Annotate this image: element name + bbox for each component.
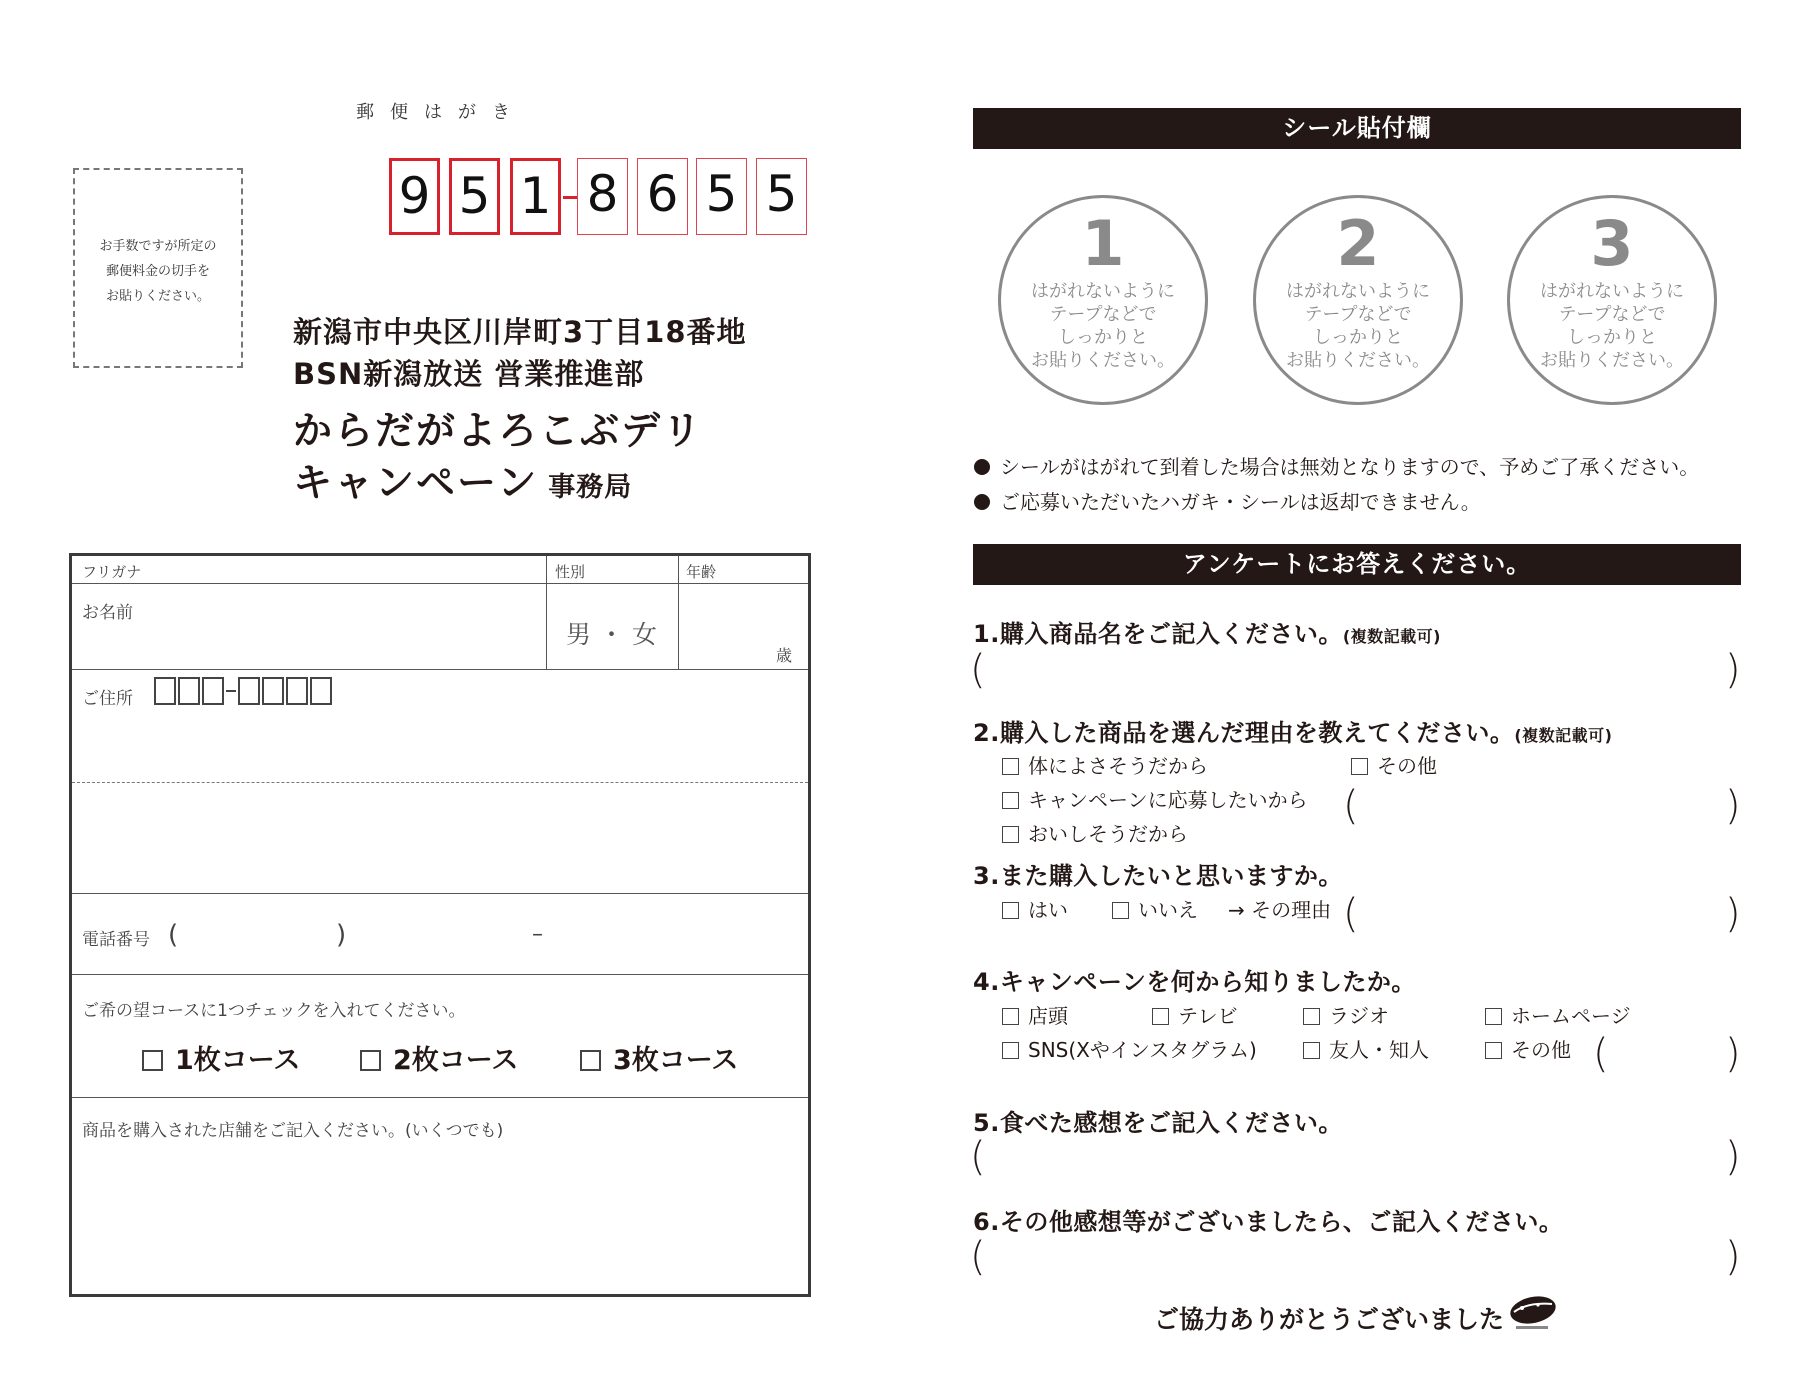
question-6: 6.その他感想等がございましたら、ご記入ください。 <box>973 1208 1564 1236</box>
q6-close-paren: ) <box>1725 1234 1741 1280</box>
q4-option-other[interactable]: その他 <box>1485 1034 1571 1063</box>
zip-dash <box>563 196 577 199</box>
gender-options[interactable]: 男・女 <box>566 620 666 649</box>
q4-option-store[interactable]: 店頭 <box>1002 1000 1068 1029</box>
checkbox[interactable] <box>1002 1008 1019 1025</box>
course-option-2[interactable]: 2枚コース <box>360 1038 518 1077</box>
bullet-icon <box>974 459 990 475</box>
name-label: お名前 <box>82 603 133 623</box>
seal-header: シール貼付欄 <box>973 108 1741 149</box>
store-prompt: 商品を購入された店舗をご記入ください。(いくつでも) <box>82 1121 504 1141</box>
divider <box>72 583 808 584</box>
q4-close-paren: ) <box>1725 1031 1741 1077</box>
checkbox[interactable] <box>1002 792 1019 809</box>
checkbox[interactable] <box>1152 1008 1169 1025</box>
checkbox[interactable] <box>1002 826 1019 843</box>
checkbox[interactable] <box>1485 1042 1502 1059</box>
divider <box>72 1097 808 1098</box>
divider <box>72 669 808 670</box>
postcard-label: 郵便はがき <box>356 102 526 123</box>
zip-digit: 9 <box>389 158 440 235</box>
q2-option-tasty[interactable]: おいしそうだから <box>1002 818 1188 847</box>
question-4: 4.キャンペーンを何から知りましたか。 <box>973 968 1416 996</box>
phone-dash: – <box>532 922 543 947</box>
seal-note-1: シールがはがれて到着した場合は無効となりますので、予めご了承ください。 <box>974 451 1699 480</box>
divider <box>546 556 547 669</box>
q2-option-body[interactable]: 体によさそうだから <box>1002 750 1208 779</box>
question-2: 2.購入した商品を選んだ理由を教えてください。(複数記載可) <box>973 719 1613 747</box>
seal-slot-2: 2 はがれないように テープなどで しっかりと お貼りください。 <box>1253 195 1463 405</box>
checkbox[interactable] <box>360 1050 381 1071</box>
checkbox[interactable] <box>1303 1042 1320 1059</box>
q3-open-paren: ( <box>1343 891 1359 937</box>
q2-option-campaign[interactable]: キャンペーンに応募したいから <box>1002 784 1308 813</box>
q2-open-paren: ( <box>1343 783 1359 829</box>
zip-digit: 8 <box>577 158 628 235</box>
checkbox[interactable] <box>1002 758 1019 775</box>
q1-open-paren: ( <box>970 647 986 693</box>
address-line-4: キャンペーン 事務局 <box>293 461 633 506</box>
age-unit: 歳 <box>776 646 793 665</box>
thanks-message: ご協力ありがとうございました <box>1154 1305 1505 1334</box>
q3-close-paren: ) <box>1725 891 1741 937</box>
stamp-note: お手数ですが所定の 郵便料金の切手を お貼りください。 <box>99 239 217 304</box>
question-3: 3.また購入したいと思いますか。 <box>973 862 1343 890</box>
furigana-label: フリガナ <box>82 563 142 581</box>
entry-form <box>69 553 811 1297</box>
address-label: ご住所 <box>82 689 133 709</box>
q4-option-tv[interactable]: テレビ <box>1152 1000 1238 1029</box>
address-line-2: BSN新潟放送 営業推進部 <box>293 357 645 391</box>
q4-open-paren: ( <box>1593 1031 1609 1077</box>
seal-note-2: ご応募いただいたハガキ・シールは返却できません。 <box>974 486 1481 515</box>
q3-option-yes[interactable]: はい <box>1002 894 1068 923</box>
q4-option-sns[interactable]: SNS(Xやインスタグラム) <box>1002 1034 1257 1063</box>
address-line-3: からだがよろこぶデリ <box>293 409 704 454</box>
question-1: 1.購入商品名をご記入ください。(複数記載可) <box>973 620 1441 648</box>
checkbox[interactable] <box>1351 758 1368 775</box>
question-5: 5.食べた感想をご記入ください。 <box>973 1109 1343 1137</box>
q2-close-paren: ) <box>1725 783 1741 829</box>
checkbox[interactable] <box>1002 902 1019 919</box>
q4-option-radio[interactable]: ラジオ <box>1303 1000 1389 1029</box>
divider <box>72 893 808 894</box>
checkbox[interactable] <box>1485 1008 1502 1025</box>
brand-logo-icon <box>1508 1290 1558 1332</box>
phone-open-paren: ( <box>168 920 179 950</box>
checkbox[interactable] <box>1303 1008 1320 1025</box>
divider <box>72 782 808 783</box>
q5-close-paren: ) <box>1725 1134 1741 1180</box>
zip-digit: 5 <box>696 158 747 235</box>
seal-slot-3: 3 はがれないように テープなどで しっかりと お貼りください。 <box>1507 195 1717 405</box>
q4-option-friend[interactable]: 友人・知人 <box>1303 1034 1429 1063</box>
q3-reason-label: → その理由 <box>1228 898 1332 922</box>
zip-digit: 1 <box>510 158 561 235</box>
checkbox[interactable] <box>142 1050 163 1071</box>
age-label: 年齢 <box>686 563 717 581</box>
course-prompt: ご希の望コースに1つチェックを入れてください。 <box>82 1001 466 1021</box>
q5-open-paren: ( <box>970 1134 986 1180</box>
phone-close-paren: ) <box>336 920 347 950</box>
q4-option-homepage[interactable]: ホームページ <box>1485 1000 1631 1029</box>
bullet-icon <box>974 494 990 510</box>
survey-header: アンケートにお答えください。 <box>973 544 1741 585</box>
q2-option-other[interactable]: その他 <box>1351 750 1437 779</box>
q1-close-paren: ) <box>1725 647 1741 693</box>
zip-digit: 5 <box>756 158 807 235</box>
q6-open-paren: ( <box>970 1234 986 1280</box>
divider <box>72 974 808 975</box>
address-line-1: 新潟市中央区川岸町3丁目18番地 <box>293 315 747 349</box>
q3-option-no[interactable]: いいえ <box>1112 894 1198 923</box>
course-option-1[interactable]: 1枚コース <box>142 1038 300 1077</box>
checkbox[interactable] <box>580 1050 601 1071</box>
seal-slot-1: 1 はがれないように テープなどで しっかりと お貼りください。 <box>998 195 1208 405</box>
gender-label: 性別 <box>555 563 586 581</box>
zip-digit: 6 <box>637 158 688 235</box>
checkbox[interactable] <box>1002 1042 1019 1059</box>
divider <box>678 556 679 669</box>
zip-digit: 5 <box>449 158 500 235</box>
postal-code-boxes[interactable] <box>154 677 334 705</box>
checkbox[interactable] <box>1112 902 1129 919</box>
phone-label: 電話番号 <box>82 930 150 950</box>
course-option-3[interactable]: 3枚コース <box>580 1038 738 1077</box>
stamp-area <box>73 168 243 368</box>
